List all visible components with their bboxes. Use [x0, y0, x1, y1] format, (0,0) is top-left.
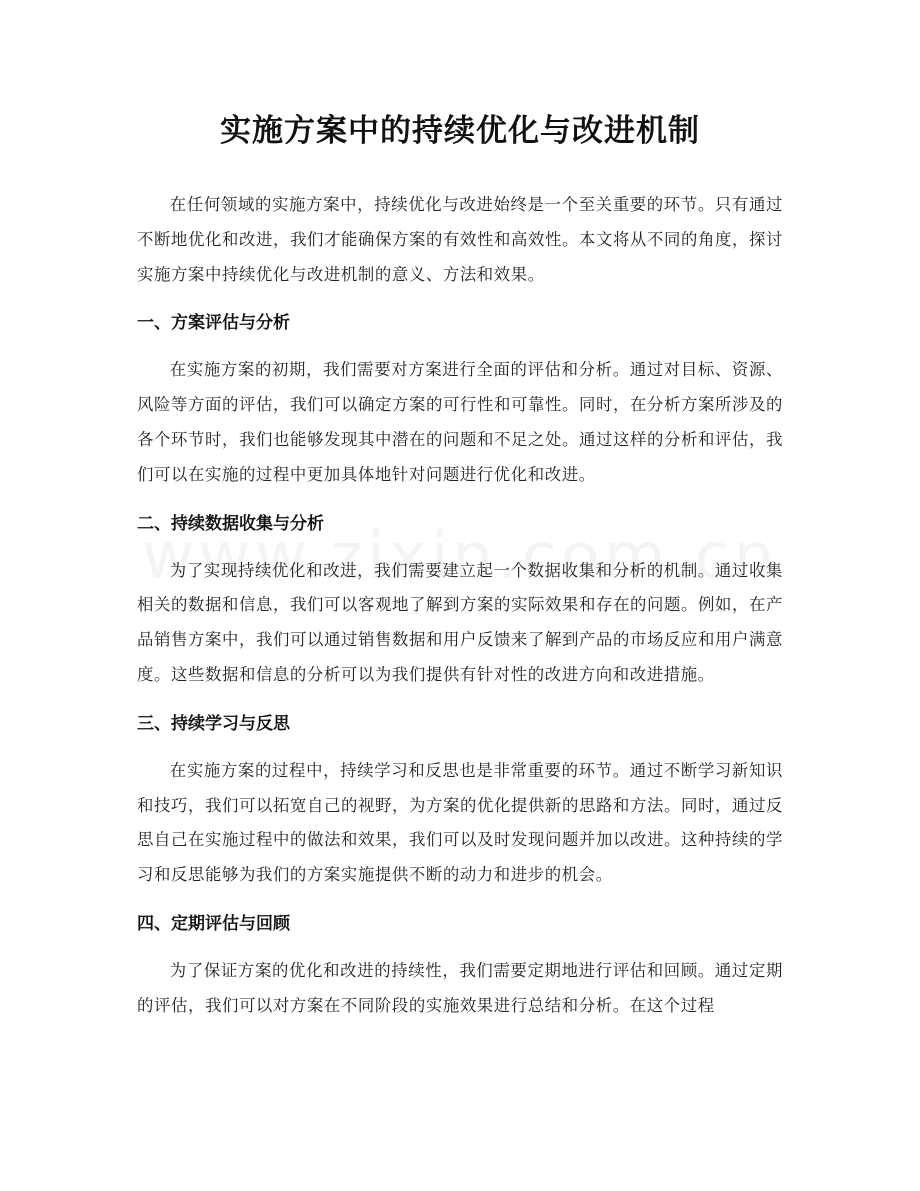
document-title: 实施方案中的持续优化与改进机制	[220, 113, 700, 149]
section-heading-1: 一、方案评估与分析	[137, 313, 290, 334]
section-heading-2: 二、持续数据收集与分析	[137, 513, 324, 534]
section-heading-3: 三、持续学习与反思	[137, 713, 290, 734]
section-body-2: 为了实现持续优化和改进，我们需要建立起一个数据收集和分析的机制。通过收集相关的数据和信息，我们可以客观地了解到方案的实际效果和存在的问题。例如，在产品销售方案中，我们可以通过销售数据和用户反馈来了解到产品的市场反应和用户满意度。这些数据和信息的分析可以为我们提供有针对性的改进方向和改进措施。	[137, 560, 783, 684]
section-body-4: 为了保证方案的优化和改进的持续性，我们需要定期地进行评估和回顾。通过定期的评估，我们可以对方案在不同阶段的实施效果进行总结和分析。在这个过程	[137, 960, 783, 1015]
section-body-3: 在实施方案的过程中，持续学习和反思也是非常重要的环节。通过不断学习新知识和技巧，我们可以拓宽自己的视野，为方案的优化提供新的思路和方法。同时，通过反思自己在实施过程中的做法和效果，我们可以及时发现问题并加以改进。这种持续的学习和反思能够为我们的方案实施提供不断的动力和进步的机会。	[137, 760, 783, 885]
section-body-1: 在实施方案的初期，我们需要对方案进行全面的评估和分析。通过对目标、资源、风险等方面的评估，我们可以确定方案的可行性和可靠性。同时，在分析方案所涉及的各个环节时，我们也能够发现其中潜在的问题和不足之处。通过这样的分析和评估，我们可以在实施的过程中更加具体地针对问题进行优化和改进。	[137, 360, 783, 484]
intro-paragraph: 在任何领域的实施方案中，持续优化与改进始终是一个至关重要的环节。只有通过不断地优化和改进，我们才能确保方案的有效性和高效性。本文将从不同的角度，探讨实施方案中持续优化与改进机制的意义、方法和效果。	[137, 195, 783, 284]
section-heading-4: 四、定期评估与回顾	[137, 913, 290, 934]
